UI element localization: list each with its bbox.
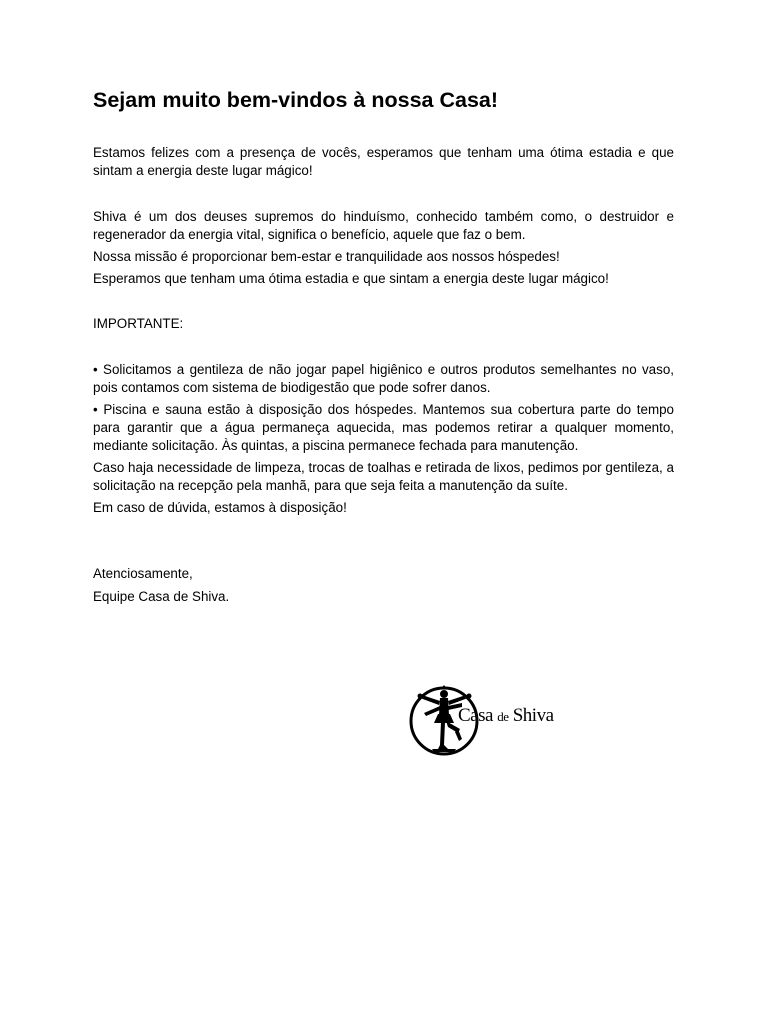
casa-de-shiva-logo xyxy=(408,683,568,761)
team-signature: Equipe Casa de Shiva. xyxy=(93,589,230,604)
bullet-pool-sauna: • Piscina e sauna estão à disposição dos hóspedes. Mantemos sua cobertura parte do tempo para garantir que a água permaneça aquecida, mas podemos retirar a qualquer momento, mediante solicitação. Às quintas, a piscina permanece fechada para manutenção. xyxy=(93,402,674,453)
letter-body xyxy=(93,86,674,606)
shiva-paragraph: Shiva é um dos deuses supremos do hinduísmo, conhecido também como, o destruidor e regenerador da energia vital, significa o benefício, aquele que faz o bem. xyxy=(93,209,674,242)
important-heading: IMPORTANTE: xyxy=(93,316,184,331)
logo-word-de: de xyxy=(497,709,509,724)
bullet-toilet-paper: • Solicitamos a gentileza de não jogar papel higiênico e outros produtos semelhantes no vaso, pois contamos com sistema de biodigestão que pode sofrer danos. xyxy=(93,362,674,395)
page-title: Sejam muito bem-vindos à nossa Casa! xyxy=(93,88,499,112)
wish-paragraph: Esperamos que tenham uma ótima estadia e que sintam a energia deste lugar mágico! xyxy=(93,271,609,286)
doubt-paragraph: Em caso de dúvida, estamos à disposição! xyxy=(93,500,347,515)
intro-paragraph: Estamos felizes com a presença de vocês, esperamos que tenham uma ótima estadia e que sintam a energia deste lugar mágico! xyxy=(93,145,674,178)
logo-wordmark xyxy=(458,705,554,727)
logo-word-shiva: Shiva xyxy=(512,705,554,726)
signoff: Atenciosamente, xyxy=(93,566,193,581)
cleaning-paragraph: Caso haja necessidade de limpeza, trocas de toalhas e retirada de lixos, pedimos por gentileza, a solicitação na recepção pela manhã, para que seja feita a manutenção da suíte. xyxy=(93,460,674,493)
mission-paragraph: Nossa missão é proporcionar bem-estar e tranquilidade aos nossos hóspedes! xyxy=(93,249,560,264)
logo-word-casa: Casa xyxy=(458,705,493,726)
